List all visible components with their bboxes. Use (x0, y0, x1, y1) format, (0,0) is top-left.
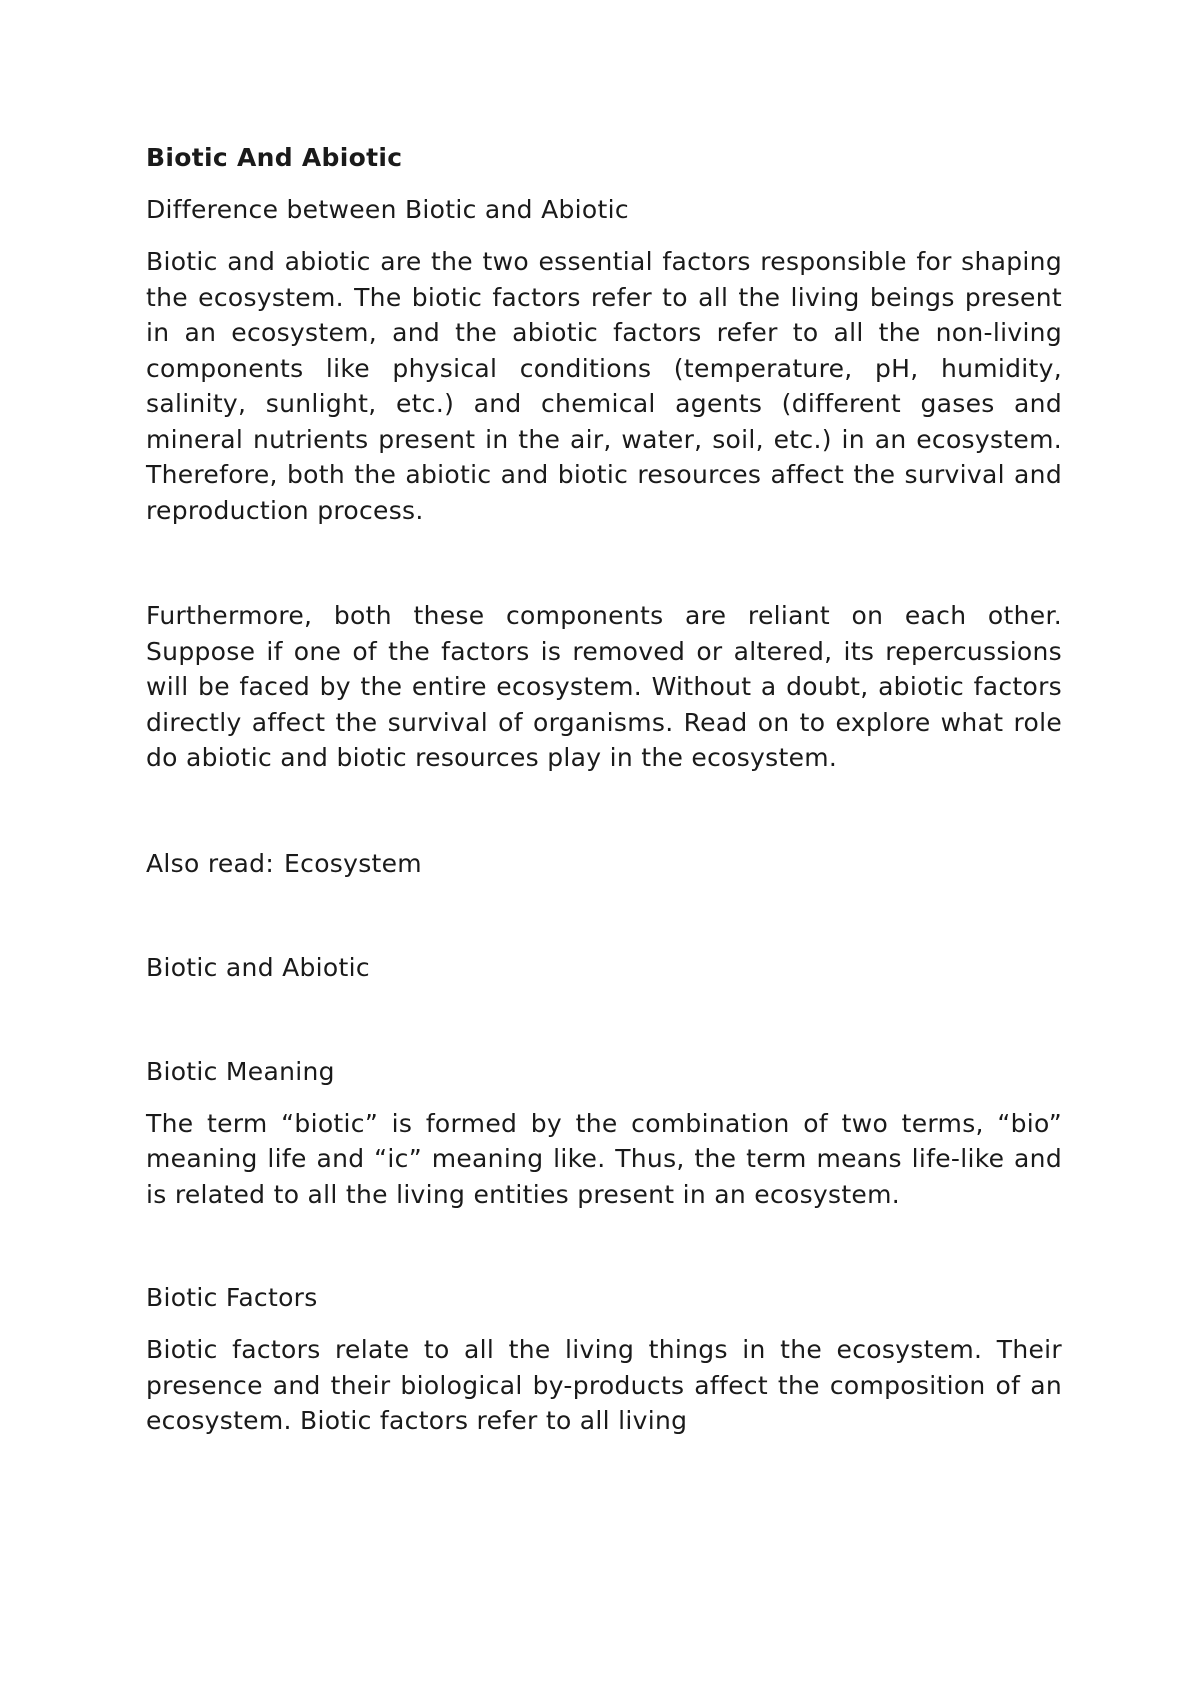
biotic-factors-paragraph: Biotic factors relate to all the living things in the ecosystem. Their presence and their biological by-products affect the composition of an ecosystem. Biotic factors refer to all living (146, 1335, 1062, 1435)
biotic-meaning-heading: Biotic Meaning (146, 1056, 335, 1086)
document-subtitle: Difference between Biotic and Abiotic (146, 195, 629, 224)
intro-paragraph: Biotic and abiotic are the two essential factors responsible for shaping the ecosystem. The biotic factors refer to all the living beings present in an ecosystem, and the abiotic factors refer to all the non-living components like physical conditions (temperature, pH, humidity, salinity, sunlight, etc.) and chemical agents (different gases and mineral nutrients present in the air, water, soil, etc.) in an ecosystem. Therefore, both the abiotic and biotic resources affect the survival and reproduction process. (146, 247, 1062, 525)
second-paragraph: Furthermore, both these components are reliant on each other. Suppose if one of the factors is removed or altered, its repercussions will be faced by the entire ecosystem. Without a doubt, abiotic factors directly affect the survival of organisms. Read on to explore what role do abiotic and biotic resources play in the ecosystem. (146, 601, 1062, 772)
biotic-meaning-paragraph: The term “biotic” is formed by the combination of two terms, “bio” meaning life and “ic” meaning like. Thus, the term means life-like and is related to all the living entities present in an ecosystem. (146, 1108, 1062, 1209)
biotic-factors-heading: Biotic Factors (146, 1283, 318, 1312)
section-heading: Biotic and Abiotic (146, 952, 370, 982)
document-title: Biotic And Abiotic (146, 143, 403, 172)
also-read-label: Also read: (146, 848, 275, 878)
document-page (146, 140, 1062, 1439)
also-read-line (146, 846, 1062, 882)
also-read-link[interactable]: Ecosystem (284, 848, 422, 878)
